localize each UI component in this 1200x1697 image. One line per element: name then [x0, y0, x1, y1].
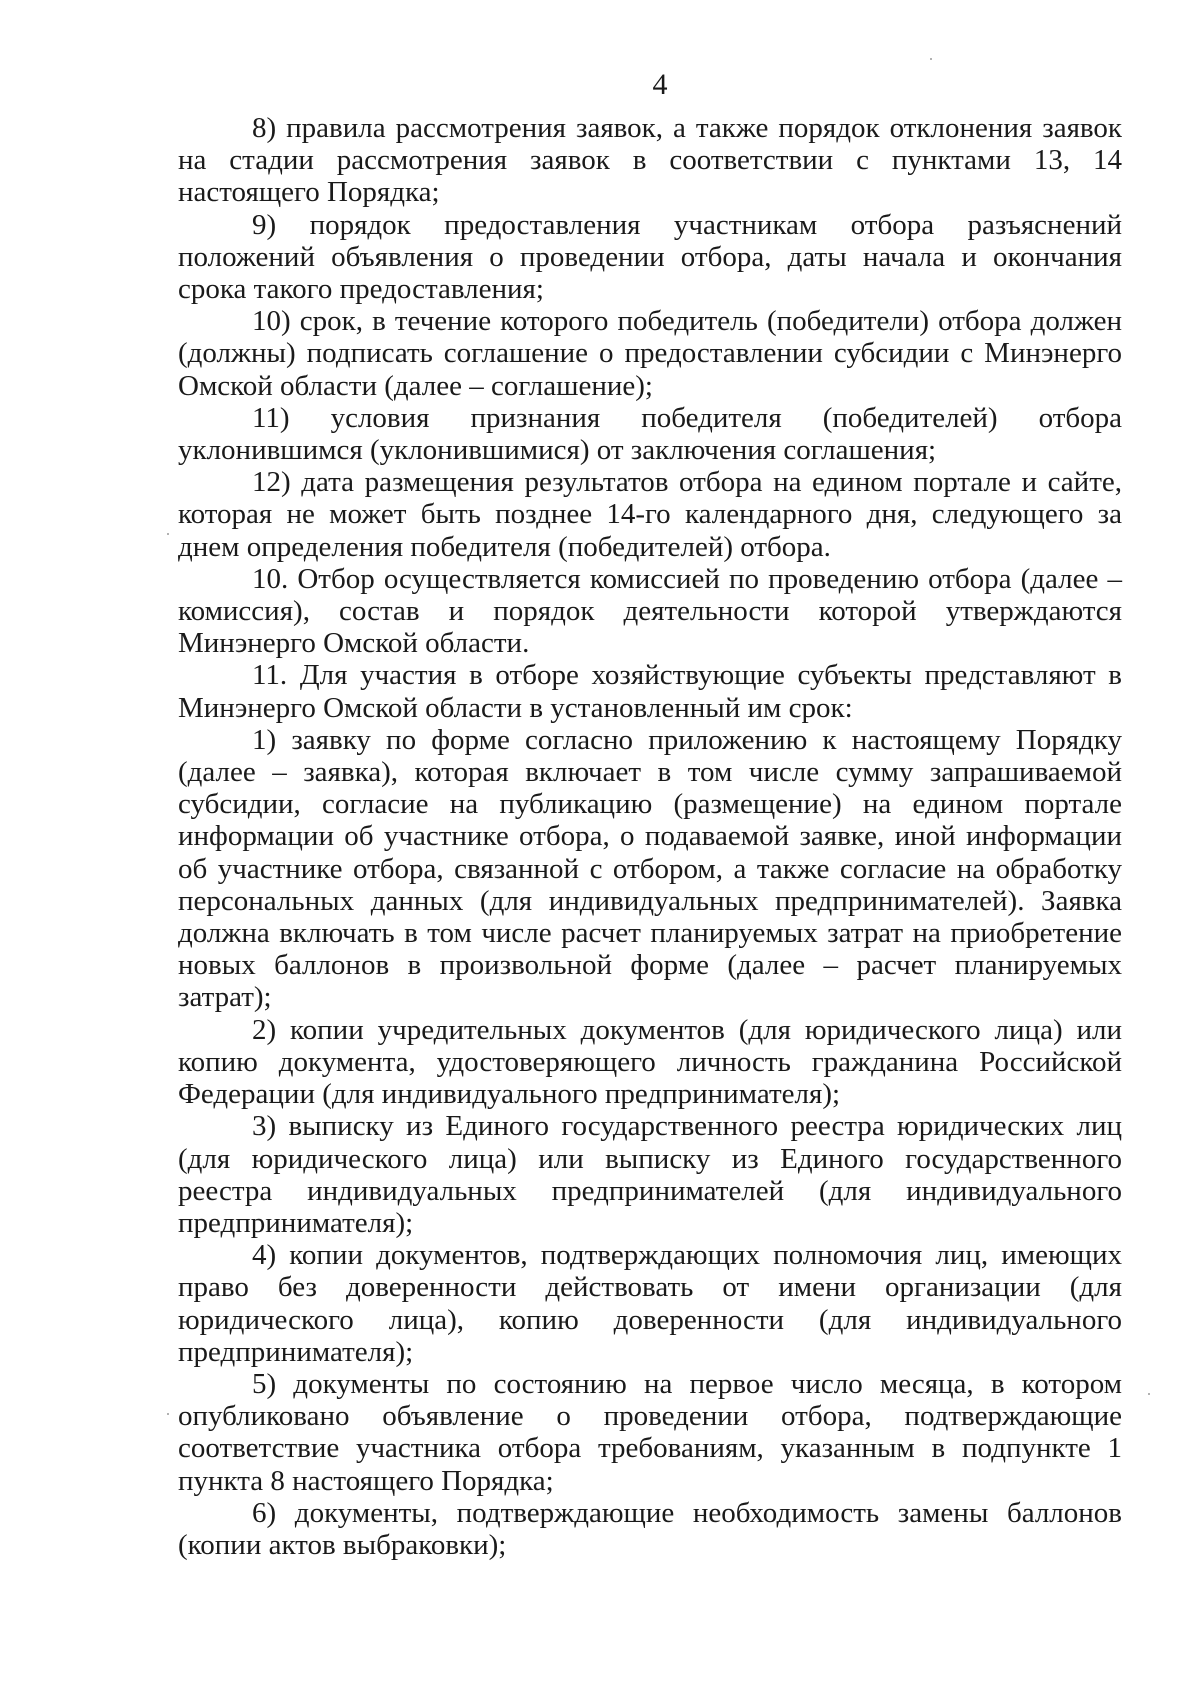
- scan-speck: [930, 58, 932, 60]
- paragraph-item-12: 12) дата размещения результатов отбора на едином портале и сайте, которая не может быть позднее 14-го календарного дня, следующего за днем определения победителя (победителей) отбора.: [178, 466, 1122, 563]
- page-number: 4: [652, 68, 668, 101]
- paragraph-item-10: 10) срок, в течение которого победитель (победители) отбора должен (должны) подписать соглашение о предоставлении субсидии с Минэнерго Омской области (далее – соглашение);: [178, 305, 1122, 402]
- paragraph-subitem-6: 6) документы, подтверждающие необходимость замены баллонов (копии актов выбраковки);: [178, 1496, 1122, 1561]
- paragraph-subitem-3: 3) выписку из Единого государственного реестра юридических лиц (для юридического лица) или выписку из Единого государственного реестра индивидуальных предпринимателей (для индивидуального предпринимателя);: [178, 1110, 1122, 1239]
- paragraph-clause-11: 11. Для участия в отборе хозяйствующие субъекты представляют в Минэнерго Омской области в установленный им срок:: [178, 659, 1122, 724]
- paragraph-subitem-4: 4) копии документов, подтверждающих полномочия лиц, имеющих право без доверенности действовать от имени организации (для юридического лица), копию доверенности (для индивидуального предпринимателя);: [178, 1239, 1122, 1368]
- scan-speck: [1148, 1393, 1150, 1395]
- paragraph-subitem-2: 2) копии учредительных документов (для юридического лица) или копию документа, удостоверяющего личность гражданина Российской Федерации (для индивидуального предпринимателя);: [178, 1013, 1122, 1111]
- scan-speck: [167, 533, 169, 535]
- document-body: [178, 112, 1122, 1561]
- paragraph-subitem-5: 5) документы по состоянию на первое число месяца, в котором опубликовано объявление о проведении отбора, подтверждающие соответствие участника отбора требованиям, указанным в подпункте 1 пункта 8 настоящего Порядка;: [178, 1367, 1122, 1497]
- paragraph-item-11: 11) условия признания победителя (победителей) отбора уклонившимся (уклонившимися) от заключения соглашения;: [178, 401, 1122, 467]
- paragraph-clause-10: 10. Отбор осуществляется комиссией по проведению отбора (далее – комиссия), состав и порядок деятельности которой утверждаются Минэнерго Омской области.: [178, 562, 1122, 660]
- paragraph-item-8: 8) правила рассмотрения заявок, а также порядок отклонения заявок на стадии рассмотрения заявок в соответствии с пунктами 13, 14 настоящего Порядка;: [178, 112, 1122, 209]
- paragraph-item-9: 9) порядок предоставления участникам отбора разъяснений положений объявления о проведении отбора, даты начала и окончания срока такого предоставления;: [178, 208, 1122, 306]
- paragraph-subitem-1: 1) заявку по форме согласно приложению к настоящему Порядку (далее – заявка), которая включает в том числе сумму запрашиваемой субсидии, согласие на публикацию (размещение) на едином портале информации об участнике отбора, о подаваемой заявке, иной информации об участнике отбора, связанной с отбором, а также согласие на обработку персональных данных (для индивидуальных предпринимателей). Заявка должна включать в том числе расчет планируемых затрат на приобретение новых баллонов в произвольной форме (далее – расчет планируемых затрат);: [178, 723, 1122, 1014]
- scan-speck: [167, 1413, 169, 1415]
